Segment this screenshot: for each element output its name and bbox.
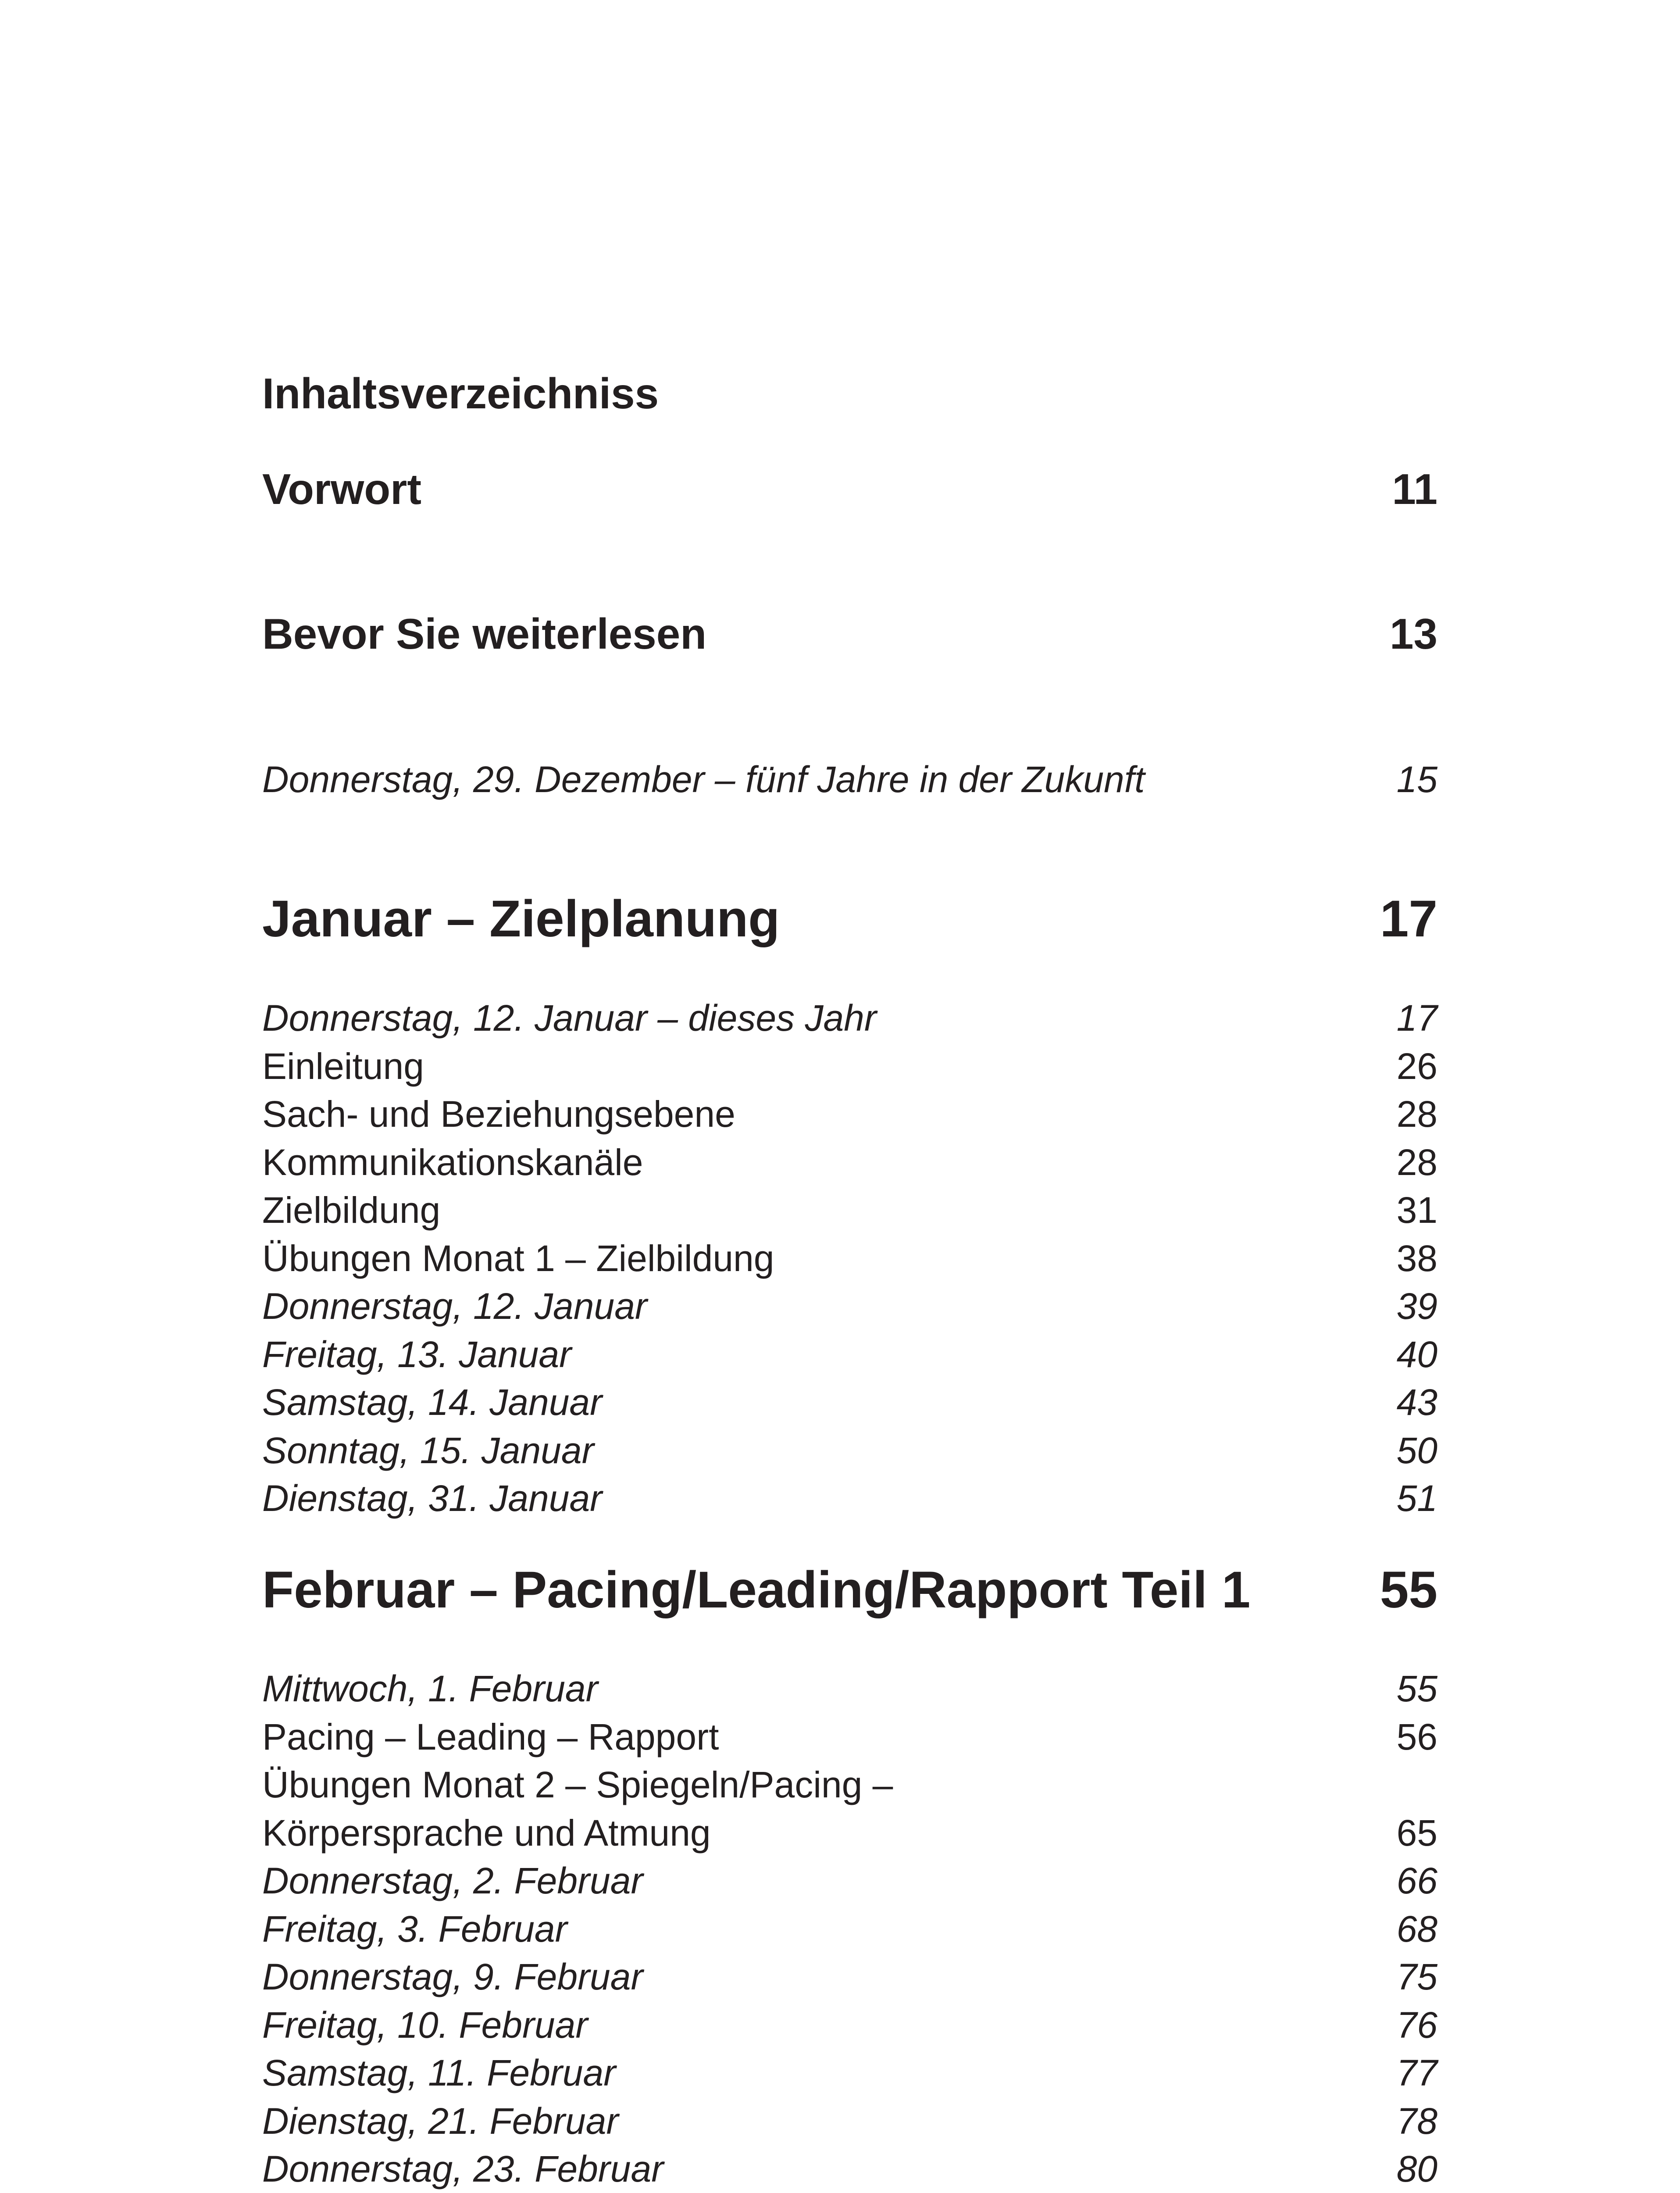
toc-entry-text: Donnerstag, 9. Februar [262, 1956, 643, 1997]
toc-entry-page: 38 [1396, 1238, 1437, 1279]
toc-entry-page: 55 [1396, 1668, 1437, 1709]
toc-entry-page: 13 [1389, 610, 1437, 658]
toc-entry-text: Übungen Monat 2 – Spiegeln/Pacing – [262, 1764, 893, 1805]
toc-entry-text: Samstag, 11. Februar [262, 2052, 616, 2093]
toc-entry-page: 75 [1396, 1956, 1437, 1997]
toc-entry-text: Donnerstag, 29. Dezember – fünf Jahre in der Zukunft [262, 759, 1145, 800]
toc-entry[interactable] [262, 1042, 1437, 1090]
toc-entry-page: 51 [1396, 1478, 1437, 1519]
toc-entry-page: 26 [1396, 1046, 1437, 1087]
toc-entry[interactable] [262, 2145, 1437, 2193]
toc-entry[interactable] [262, 1761, 1437, 1809]
toc-entry-page: 78 [1396, 2100, 1437, 2142]
toc-entry-page: 43 [1396, 1382, 1437, 1423]
toc-entry-page: 50 [1396, 1430, 1437, 1471]
toc-chapter-januar[interactable] [262, 886, 1437, 952]
toc-entry-text: Pacing – Leading – Rapport [262, 1716, 719, 1757]
toc-entry-page: 39 [1396, 1286, 1437, 1327]
toc-entry-page: 31 [1396, 1189, 1437, 1231]
toc-entry-text: Dienstag, 31. Januar [262, 1478, 603, 1519]
toc-entry-29-dezember[interactable] [262, 755, 1437, 804]
toc-entry-page: 56 [1396, 1716, 1437, 1757]
toc-entry[interactable] [262, 1282, 1437, 1330]
toc-entry[interactable] [262, 994, 1437, 1042]
toc-entry-text: Körpersprache und Atmung [262, 1812, 711, 1854]
toc-entry-text: Freitag, 3. Februar [262, 1908, 567, 1950]
toc-entry[interactable] [262, 1426, 1437, 1475]
toc-entry[interactable] [262, 1664, 1437, 1713]
toc-entry-text: Kommunikationskanäle [262, 1142, 643, 1183]
toc-entry-text: Zielbildung [262, 1189, 441, 1231]
toc-entry-page: 11 [1392, 465, 1437, 513]
toc-entry[interactable] [262, 1474, 1437, 1522]
toc-entry[interactable] [262, 1857, 1437, 1905]
toc-entry[interactable] [262, 1138, 1437, 1186]
toc-entry[interactable] [262, 1953, 1437, 2001]
toc-entry-page: 28 [1396, 1142, 1437, 1183]
toc-entry-text: Freitag, 10. Februar [262, 2004, 588, 2046]
toc-entry-page: 68 [1396, 1908, 1437, 1950]
toc-chapter-page: 17 [1380, 890, 1437, 948]
toc-chapter-text: Januar – Zielplanung [262, 890, 780, 948]
toc-entry-page: 40 [1396, 1334, 1437, 1375]
toc-entry-vorwort[interactable] [262, 461, 1437, 518]
toc-entry[interactable] [262, 1234, 1437, 1282]
toc-entry-page: 66 [1396, 1860, 1437, 1901]
toc-chapter-februar[interactable] [262, 1557, 1437, 1623]
toc-entry-text: Dienstag, 21. Februar [262, 2100, 619, 2142]
toc-entry[interactable] [262, 1186, 1437, 1234]
toc-entry-text: Sach- und Beziehungsebene [262, 1093, 735, 1135]
toc-entry[interactable] [262, 2049, 1437, 2097]
toc-chapter-text: Februar – Pacing/Leading/Rapport Teil 1 [262, 1561, 1251, 1619]
toc-entry[interactable] [262, 1090, 1437, 1138]
toc-entry-text: Donnerstag, 2. Februar [262, 1860, 643, 1901]
toc-entry[interactable] [262, 1809, 1437, 1857]
toc-entry-page: 76 [1396, 2004, 1437, 2046]
toc-entry-text: Mittwoch, 1. Februar [262, 1668, 598, 1709]
toc-entry-text: Donnerstag, 23. Februar [262, 2148, 664, 2189]
toc-entry-text: Donnerstag, 12. Januar [262, 1286, 647, 1327]
toc-entry-page: 28 [1396, 1093, 1437, 1135]
toc-title: Inhaltsverzeichniss [262, 369, 659, 418]
toc-entry-text: Sonntag, 15. Januar [262, 1430, 594, 1471]
toc-entry-page: 15 [1396, 759, 1437, 800]
toc-entry[interactable] [262, 1330, 1437, 1379]
toc-entry[interactable] [262, 1905, 1437, 1953]
toc-entry-text: Bevor Sie weiterlesen [262, 610, 707, 658]
toc-entry-page: 80 [1396, 2148, 1437, 2189]
toc-entry-text: Freitag, 13. Januar [262, 1334, 572, 1375]
toc-entry[interactable] [262, 2001, 1437, 2049]
toc-entry-text: Vorwort [262, 465, 421, 513]
toc-entry-text: Einleitung [262, 1046, 424, 1087]
toc-entry-text: Samstag, 14. Januar [262, 1382, 603, 1423]
toc-entry[interactable] [262, 2097, 1437, 2145]
toc-entry-page: 17 [1396, 997, 1437, 1039]
toc-entry-page: 65 [1396, 1812, 1437, 1854]
toc-entry-bevor[interactable] [262, 605, 1437, 662]
toc-entry-text: Donnerstag, 12. Januar – dieses Jahr [262, 997, 877, 1039]
toc-entry-page: 77 [1396, 2052, 1437, 2093]
toc-entry-text: Übungen Monat 1 – Zielbildung [262, 1238, 774, 1279]
toc-entry[interactable] [262, 1378, 1437, 1426]
toc-chapter-page: 55 [1380, 1561, 1437, 1619]
toc-entry[interactable] [262, 1713, 1437, 1761]
